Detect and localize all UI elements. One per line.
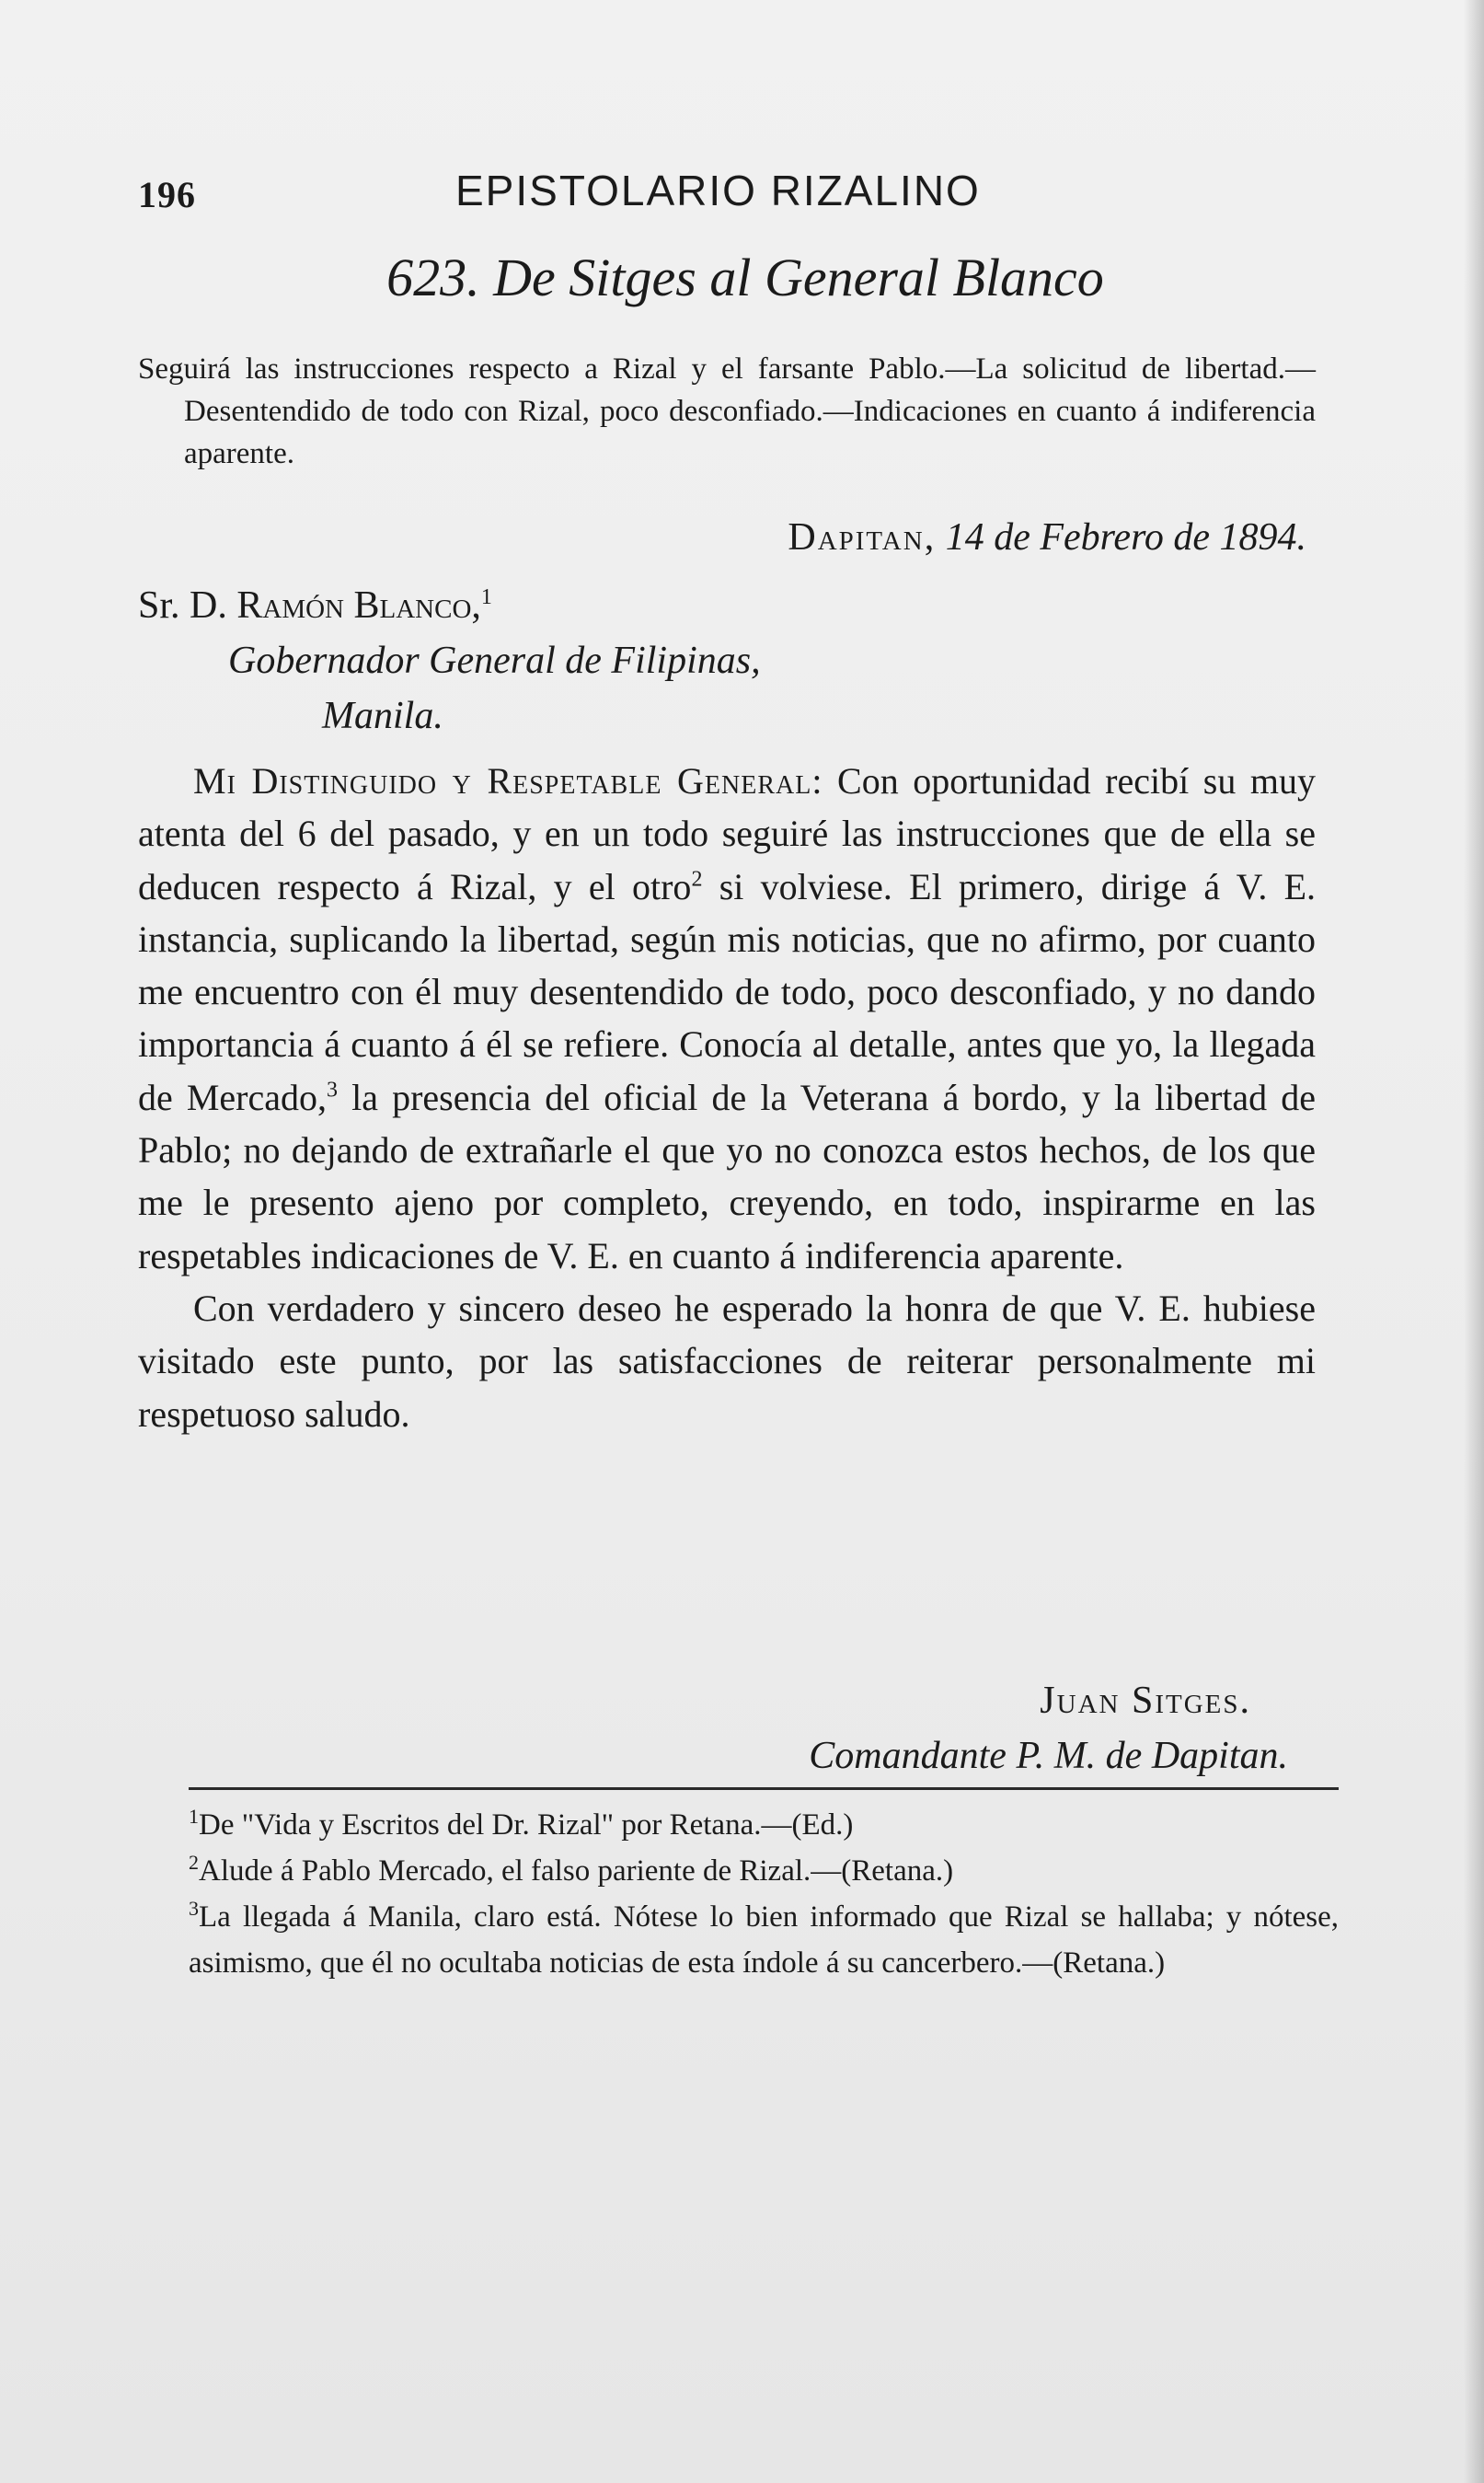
page-edge-shadow [1464,0,1484,2483]
body-paragraph-1-part-a: Con oportunidad recibí su muy atenta del 6 del pasado, y en un todo seguiré las instrucciones que de ella se deducen respecto á Rizal, y el otro [138,760,1317,907]
letter-title: 623. De Sitges al General Blanco [386,248,1104,307]
body-paragraph-1-part-b: si volviese. El primero, dirige á V. E. instancia, suplicando la libertad, según mis noticias, que no afirmo, por cuanto me encuentro con él muy desentendido de todo, poco desconfiado, y no dando importancia á cuanto á él se refiere. Conocía al detalle, antes que yo, la llegada de Mercado, [138,865,1317,1118]
footnote-1-text: De "Vida y Escritos del Dr. Rizal" por Retana.—(Ed.) [199,1808,854,1842]
addressee-title: Gobernador General de Filipinas, [228,640,761,682]
addressee-prefix: Sr. D. [138,584,227,627]
footnote-ref-2: 2 [691,867,703,892]
addressee-city: Manila. [322,695,443,737]
footnote-1 [189,1802,1339,1848]
footnote-ref-1: 1 [480,585,492,609]
salutation: Mi Distinguido y Respetable General: [193,760,823,802]
dateline [644,515,1306,560]
page-number: 196 [138,174,196,215]
page-header [138,166,1334,230]
body-paragraph-1-part-c: la presencia del oficial de la Veterana á bordo, y la libertad de Pablo; no dejando de extrañarle el que yo no conozca estos hechos, de los que me le presento ajeno por completo, creyendo, en todo, inspirarme en las respetables indicaciones de V. E. en cuanto á indiferencia aparente. [138,1076,1316,1276]
footnote-2-text: Alude á Pablo Mercado, el falso pariente de Rizal.—(Retana.) [199,1854,954,1888]
footnote-ref-3: 3 [327,1078,339,1103]
footnote-3 [189,1894,1339,1986]
letter-body [138,755,1316,1440]
dateline-place: Dapitan, [788,516,937,559]
body-paragraph-1 [138,755,1316,1282]
footnotes [189,1802,1339,1986]
body-paragraph-2: Con verdadero y sincero deseo he esperado la honra de que V. E. hubiese visitado este punto, por las satisfacciones de reiterar personalmente mi respetuoso saludo. [138,1287,1316,1435]
addressee-block [138,578,1242,744]
footnote-2-mark: 2 [189,1851,199,1874]
signature-block [570,1673,1288,1784]
running-head: EPISTOLARIO RIZALINO [455,167,981,214]
signature-role: Comandante P. M. de Dapitan. [809,1735,1288,1777]
addressee-name: Ramón Blanco, [236,584,481,627]
dateline-date: 14 de Febrero de 1894. [945,516,1306,559]
addressee-name-line [138,578,1242,633]
letter-summary [138,348,1316,475]
footnote-divider [189,1787,1339,1790]
letter-summary-text: Seguirá las instrucciones respecto a Rizal y el farsante Pablo.—La solicitud de libertad.—Desentendido de todo con Rizal, poco desconfiado.—Indicaciones en cuanto á indiferencia aparente. [138,352,1316,470]
footnote-2 [189,1848,1339,1894]
signature-name: Juan Sitges. [1040,1680,1251,1722]
footnote-3-mark: 3 [189,1897,199,1920]
footnote-3-text: La llegada á Manila, claro está. Nótese lo bien informado que Rizal se hallaba; y nótese, asimismo, que él no ocultaba noticias de esta índole á su cancerbero.—(Retana.) [189,1900,1339,1980]
footnote-1-mark: 1 [189,1805,199,1828]
